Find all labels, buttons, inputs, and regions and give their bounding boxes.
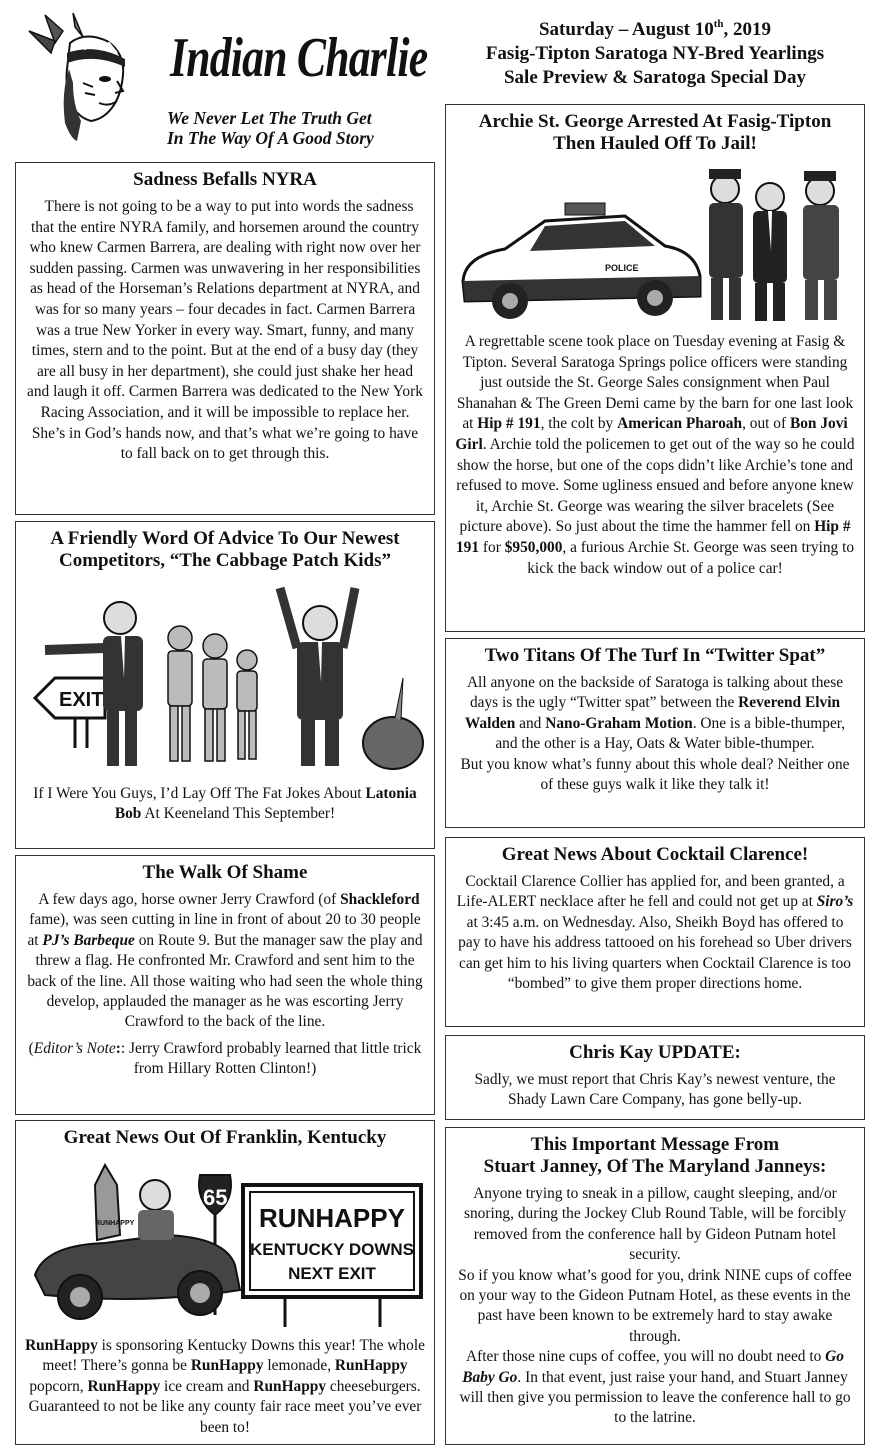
svg-text:NEXT EXIT: NEXT EXIT xyxy=(288,1264,376,1283)
text-run: A regrettable scene took place on Tuesday evening at Fasig & Tipton. Several Saratoga Springs police officers were standing just outside the St. George Sales consignment when Paul Shanahan & The Green Demi came by the barn for one last look at xyxy=(456,333,854,433)
dateline-event: Fasig-Tipton Saratoga NY-Bred Yearlings xyxy=(485,43,825,64)
text-run: Hip # 191 xyxy=(477,415,541,433)
text-run: lemonade, xyxy=(263,1357,335,1375)
article-body-2: So if you know what’s good for you, drink NINE cups of coffee on your way to the Gideon Putnam Hotel, as these events in the past have been known to be extremely hard to stay awake through. xyxy=(458,1266,852,1345)
article-sadness xyxy=(15,162,435,515)
text-run: , the colt by xyxy=(540,415,618,433)
masthead xyxy=(15,8,435,158)
article-body-3: After those nine cups of coffee, you will no doubt need to Go Baby Go. In that event, just raise your hand, and Stuart Janney will then give you permission to leave the conference hall to go to the latrine. xyxy=(459,1348,851,1427)
article-titans xyxy=(445,638,865,828)
text-run: cheeseburgers. Guaranteed to not be like any county fair race meet you’ve ever been to! xyxy=(28,1377,422,1436)
text-run: Reverend Elvin Walden xyxy=(464,694,841,732)
dateline-date: Saturday – August 10th, 2019 xyxy=(538,18,772,40)
bush-with-feather-icon xyxy=(363,678,423,769)
indian-chief-head-icon xyxy=(25,13,145,143)
svg-text:RUNHAPPY: RUNHAPPY xyxy=(95,1220,135,1227)
article-walk-of-shame xyxy=(15,855,435,1115)
text-run: Siro’s xyxy=(816,893,854,911)
article-body: A few days ago, horse owner Jerry Crawford (of Shackleford fame), was seen cutting in line in front of about 20 to 30 people at PJ’s Barbeque on Route 9. But the manager saw the play and threw a flag. He confronted Mr. Crawford and sent him to the back of the line. All those waiting who had seen the whole thing develop, applauded the manager as he was escorting Jerry Crawford to the back of the line. xyxy=(27,891,423,1031)
text-run: , a furious Archie St. George was seen trying to kick the back window out of a police car! xyxy=(527,538,855,577)
text-run: All anyone on the backside of Saratoga is talking about these days is the ugly “Twitter spat” between the xyxy=(466,674,844,712)
masthead-tagline xyxy=(167,108,427,148)
article-title: Great News About Cocktail Clarence! xyxy=(501,844,809,865)
article-clarence xyxy=(445,837,865,1027)
exit-sign-icon xyxy=(35,678,105,748)
article-archie xyxy=(445,104,865,632)
article-body xyxy=(454,872,856,994)
article-title: A Friendly Word Of Advice To Our Newest Competitors, “The Cabbage Patch Kids” xyxy=(50,528,400,571)
text-run: RunHappy xyxy=(25,1337,98,1354)
tagline-line-1: We Never Let The Truth Get xyxy=(167,108,372,128)
police-arrest-illustration xyxy=(455,161,855,326)
article-title: Great News Out Of Franklin, Kentucky xyxy=(63,1127,387,1148)
svg-text:POLICE: POLICE xyxy=(605,263,639,273)
article-body xyxy=(454,673,856,755)
horse-and-driver-figures xyxy=(95,1165,174,1240)
dateline xyxy=(445,18,865,90)
svg-text:RUNHAPPY: RUNHAPPY xyxy=(259,1203,405,1233)
article-janney xyxy=(445,1127,865,1445)
text-run: RunHappy xyxy=(87,1377,161,1395)
cabbage-patch-kids-figures xyxy=(168,626,257,761)
hands-up-man-figure xyxy=(280,588,355,766)
text-run: at 3:45 a.m. on Wednesday. Also, Sheikh Boyd has offered to pay to have his address tattooed on his forehead so Uber drivers can get him to his living quarters when Cocktail Clarence is too “bombed” to give them proper directions home. xyxy=(458,913,852,993)
text-run: . One is a bible-thumper, and the other is a Hay, Oats & Water bible-thumper. xyxy=(495,714,846,753)
article-body xyxy=(454,332,856,579)
article-body xyxy=(24,1336,426,1438)
article-title: Archie St. George Arrested At Fasig-Tipton Then Hauled Off To Jail! xyxy=(478,111,832,154)
article-franklin xyxy=(15,1120,435,1445)
svg-text:EXIT: EXIT xyxy=(59,689,104,711)
text-run: for xyxy=(479,538,505,556)
text-run: Cocktail Clarence Collier has applied for, and been granted, a Life-ALERT necklace after he fell and could not get up at xyxy=(456,873,845,911)
article-title: Sadness Befalls NYRA xyxy=(133,169,317,190)
police-officers-figures xyxy=(709,169,839,321)
masthead-title: Indian Charlie xyxy=(170,27,428,89)
article-title: Two Titans Of The Turf In “Twitter Spat” xyxy=(484,645,826,666)
text-run: RunHappy xyxy=(253,1377,327,1395)
police-car-icon xyxy=(463,203,700,319)
text-run: ice cream and xyxy=(160,1377,254,1395)
text-run: and xyxy=(515,714,546,732)
dateline-subtitle: Sale Preview & Saratoga Special Day xyxy=(503,67,807,88)
article-advice xyxy=(15,521,435,849)
svg-text:65: 65 xyxy=(203,1185,228,1210)
text-run: $950,000 xyxy=(504,538,563,556)
text-run: American Pharoah xyxy=(617,415,743,433)
article-body-2: But you know what’s funny about this whole deal? Neither one of these guys walk it like they talk it! xyxy=(460,755,850,794)
text-run: Hip # 191 xyxy=(455,518,851,556)
text-run: is sponsoring Kentucky Downs this year! The whole meet! There’s gonna be xyxy=(42,1337,425,1375)
article-caption: If I Were You Guys, I’d Lay Off The Fat Jokes About Latonia Bob At Keeneland This September! xyxy=(33,785,417,823)
tagline-line-2: In The Way Of A Good Story xyxy=(167,128,374,148)
article-body-1: Anyone trying to sneak in a pillow, caught sleeping, and/or snoring, during the Jockey Club Round Table, will be forcibly removed from the conference hall by Gideon Putnam hotel security. xyxy=(463,1185,847,1264)
runhappy-car-illustration xyxy=(25,1155,425,1330)
article-title: Chris Kay UPDATE: xyxy=(569,1042,741,1063)
text-run: popcorn, xyxy=(29,1377,88,1395)
article-chris-kay xyxy=(445,1035,865,1120)
article-title: This Important Message From Stuart Janney, Of The Maryland Janneys: xyxy=(483,1134,827,1177)
text-run: Bon Jovi Girl xyxy=(455,415,848,453)
svg-text:KENTUCKY DOWNS: KENTUCKY DOWNS xyxy=(249,1240,415,1259)
article-editor-note: (Editor’s Note:: Jerry Crawford probably learned that little trick from Hillary Rotten Clinton!) xyxy=(28,1039,422,1078)
text-run: , out of xyxy=(742,415,790,433)
text-run: . Archie told the policemen to get out of the way so he could show the horse, but one of the cops didn’t like Archie’s tone and refused to move. Some ugliness ensued and before anyone knew it, Archie St. George was wearing the silver bracelets (See picture above). So just about the time the hammer fell on xyxy=(456,435,855,536)
article-body: There is not going to be a way to put into words the sadness that the entire NYRA family, and horsemen around the country who knew Carmen Barrera, are dealing with right now over her sudden passing. Carmen was unwavering in her responsibilities as head of the Horseman’s Relations department at NYRA, and was for so many years – four decades in fact. Carmen Barrera was a true New Yorker in every way. Smart, funny, and many times, stern and to the point. But at the end of a busy day (they are all busy in her department), she could just shake her head and laugh it off. Carmen Barrera was dedicated to the New York Racing Association, and it will be impossible to replace her. She’s in God’s hands now, and that’s what we’re going to have to fall back on to get through this. xyxy=(27,198,423,463)
text-run: RunHappy xyxy=(190,1357,264,1375)
runhappy-highway-sign xyxy=(243,1185,421,1327)
convertible-car-icon xyxy=(35,1235,240,1319)
article-body: Sadly, we must report that Chris Kay’s newest venture, the Shady Lawn Care Company, has gone belly-up. xyxy=(474,1071,836,1109)
cartoon-exit-illustration xyxy=(25,578,425,778)
text-run: RunHappy xyxy=(334,1357,408,1375)
article-title: The Walk Of Shame xyxy=(142,862,308,883)
text-run: Nano-Graham Motion xyxy=(545,714,693,732)
